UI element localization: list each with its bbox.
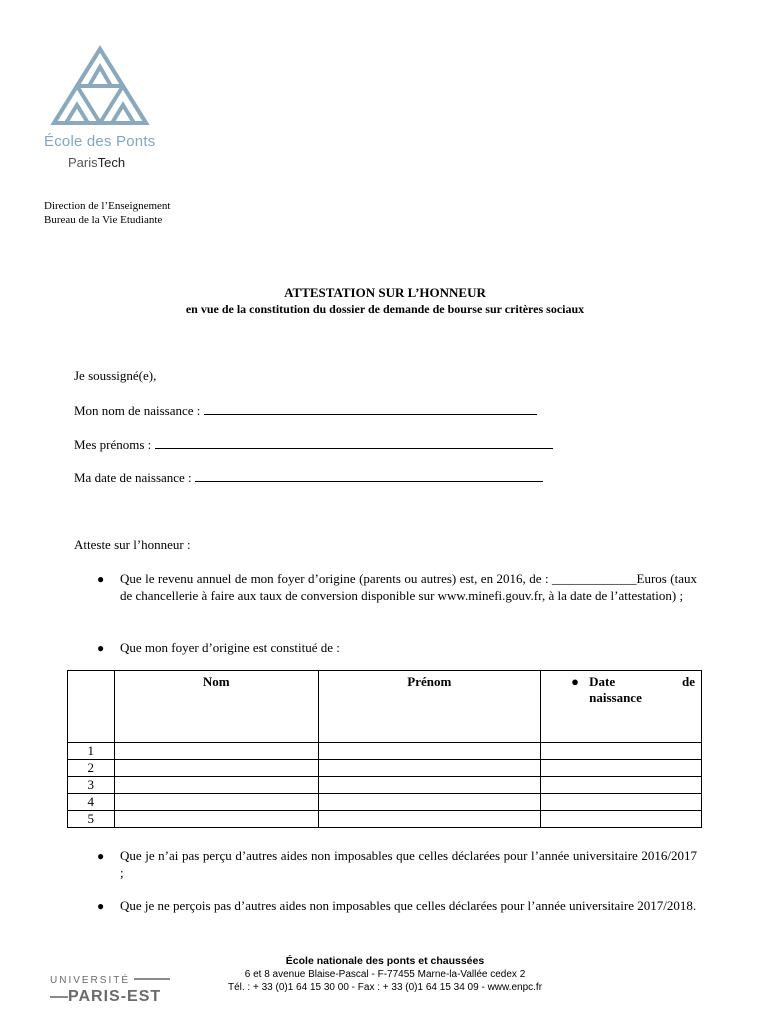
logo-paristech — [68, 155, 125, 170]
no-aid-current-statement: Que je ne perçois pas d’autres aides non imposables que celles déclarées pour l’année universitaire 2017/2018. — [120, 898, 697, 913]
row-number: 2 — [68, 760, 115, 777]
bullet-icon: ● — [97, 641, 105, 655]
universite-paris-est-logo — [50, 970, 170, 1006]
date-cell[interactable] — [541, 760, 702, 777]
table-row — [68, 794, 702, 811]
document-subtitle: en vue de la constitution du dossier de demande de bourse sur critères sociaux — [185, 302, 585, 316]
ecole-des-ponts-logo-icon — [50, 45, 150, 127]
table-row — [68, 760, 702, 777]
household-table — [67, 670, 702, 828]
bullet-icon: ● — [571, 674, 579, 689]
bullet-icon: ● — [97, 572, 105, 586]
birth-date-field[interactable] — [74, 469, 543, 486]
income-statement: Que le revenu annuel de mon foyer d’origine (parents ou autres) est, en 2016, de : _____________Euros (taux de chancellerie à faire aux taux de conversion disponible sur www.minefi.gouv.fr, à la date de l’attestation) ; — [120, 571, 697, 603]
nom-cell[interactable] — [114, 811, 318, 828]
header-date-naissance: naissance — [589, 690, 642, 705]
header-date-de: de — [682, 674, 695, 689]
nom-cell[interactable] — [114, 743, 318, 760]
attest-heading: Atteste sur l’honneur : — [74, 537, 191, 552]
table-row — [68, 777, 702, 794]
date-cell[interactable] — [541, 743, 702, 760]
row-number: 3 — [68, 777, 115, 794]
nom-cell[interactable] — [114, 794, 318, 811]
date-cell[interactable] — [541, 777, 702, 794]
birth-date-blank[interactable] — [195, 469, 543, 482]
univ-rule-bottom — [50, 996, 68, 998]
table-header-row — [68, 671, 702, 743]
department-block — [44, 199, 170, 227]
footer-contact: Tél. : + 33 (0)1 64 15 30 00 - Fax : + 33 (0)1 64 15 34 09 - www.enpc.fr — [227, 982, 543, 993]
prenom-cell[interactable] — [318, 811, 541, 828]
header-prenom: Prénom — [318, 671, 541, 743]
document-title: ATTESTATION SUR L’HONNEUR — [284, 285, 486, 300]
logo-tech: Tech — [97, 155, 126, 170]
no-aid-past-statement: Que je n’ai pas perçu d’autres aides non imposables que celles déclarées pour l’année universitaire 2016/2017 ; — [120, 848, 697, 880]
date-cell[interactable] — [541, 811, 702, 828]
prenom-cell[interactable] — [318, 777, 541, 794]
household-statement: Que mon foyer d’origine est constitué de : — [120, 640, 340, 655]
univ-top-text: UNIVERSITÉ — [50, 975, 131, 986]
bullet-icon: ● — [97, 899, 105, 913]
row-number: 4 — [68, 794, 115, 811]
birth-name-field[interactable] — [74, 402, 537, 419]
header-nom: Nom — [114, 671, 318, 743]
logo-school-name: École des Ponts — [44, 133, 156, 150]
birth-name-blank[interactable] — [204, 402, 537, 415]
first-names-blank[interactable] — [155, 436, 553, 449]
first-names-label: Mes prénoms : — [74, 437, 152, 452]
footer-street: 6 et 8 avenue Blaise-Pascal - F-77455 Marne-la-Vallée cedex 2 — [244, 969, 526, 980]
prenom-cell[interactable] — [318, 760, 541, 777]
nom-cell[interactable] — [114, 777, 318, 794]
table-row — [68, 743, 702, 760]
department-line-1: Direction de l’Enseignement — [44, 200, 171, 212]
row-number: 1 — [68, 743, 115, 760]
birth-date-label: Ma date de naissance : — [74, 470, 192, 485]
date-cell[interactable] — [541, 794, 702, 811]
univ-rule-top — [134, 978, 170, 980]
header-index — [68, 671, 115, 743]
prenom-cell[interactable] — [318, 794, 541, 811]
department-line-2: Bureau de la Vie Etudiante — [44, 214, 163, 226]
intro-text: Je soussigné(e), — [74, 368, 157, 383]
header-date — [541, 671, 702, 743]
bullet-icon: ● — [97, 849, 105, 863]
univ-bottom-text: PARIS-EST — [68, 988, 162, 1005]
nom-cell[interactable] — [114, 760, 318, 777]
header-date-word: Date — [589, 674, 616, 689]
footer-school-name: École nationale des ponts et chaussées — [285, 955, 485, 967]
table-row — [68, 811, 702, 828]
birth-name-label: Mon nom de naissance : — [74, 403, 201, 418]
first-names-field[interactable] — [74, 436, 553, 453]
row-number: 5 — [68, 811, 115, 828]
prenom-cell[interactable] — [318, 743, 541, 760]
logo-paris: Paris — [68, 155, 98, 170]
